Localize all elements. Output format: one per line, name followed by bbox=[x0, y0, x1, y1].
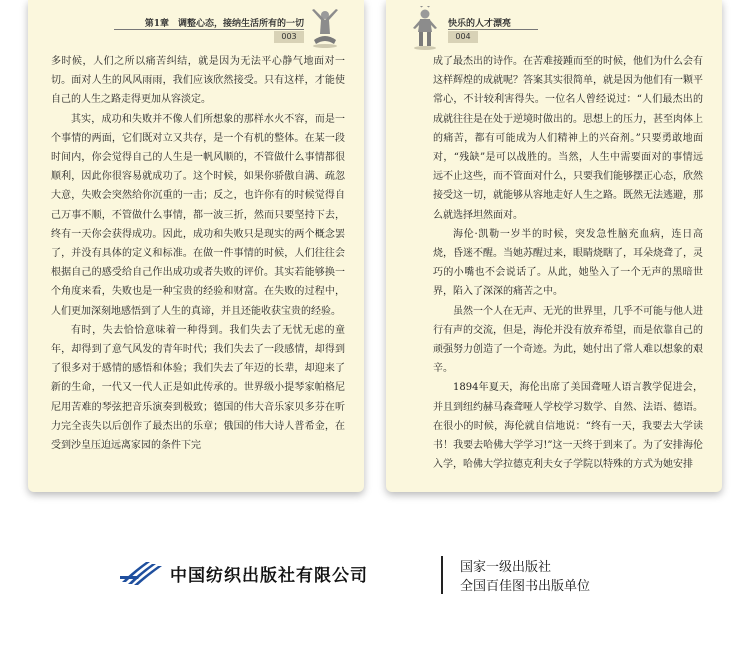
footer-divider bbox=[441, 556, 443, 594]
publisher-tagline-2: 全国百佳图书出版单位 bbox=[460, 579, 591, 594]
paragraph: 虽然一个人在无声、无光的世界里，几乎不可能与他人进行有声的交流，但是，海伦并没有放弃希望，而是依靠自己的顽强努力创造了一个奇迹。为此，她付出了常人难以想象的艰辛。 bbox=[433, 305, 703, 375]
paragraph: 其实，成功和失败并不像人们所想象的那样水火不容，而是一个事情的两面，它们既对立又共存，是一个有机的整体。在某一段时间内，你会觉得自己的人生是一帆风顺的，不管做什么事情都很顺利，因此你很容易就成功了。这个时候，如果你骄傲自满、疏忽大意，失败会突然给你沉重的一击；反之，也许你有的时候觉得自己万事不顺，不管做什么事情，都一波三折，然而只要坚持下去，终有一天你会获得成功。因此，成功和失败只是现实的两个概念罢了，并没有具体的定义和标准。在做一件事情的时候，人们往往会根据自己的感受给自己作出成功或者失败的评价。其实若能够换一个角度来看，失败也是一种宝贵的经验和财富。在失败的过程中，人们更加深刻地感悟到了人生的真谛，并且还能收获宝贵的经验。 bbox=[51, 113, 345, 317]
right-header-rule bbox=[448, 29, 538, 30]
left-body-text bbox=[51, 52, 345, 455]
paragraph: 1894年夏天，海伦出席了美国聋哑人语言教学促进会，并且到纽约赫马森聋哑人学校学习数学、自然、法语、德语。在很小的时候，海伦就自信地说：“终有一天，我要去大学读书！我要去哈佛大学学习!”这一天终于到来了。为了安排海伦入学，哈佛大学拉德克利夫女子学院以特殊的方式为她安排 bbox=[433, 382, 703, 471]
paragraph: 成了最杰出的诗作。在苦难接踵而至的时候，他们为什么会有这样辉煌的成就呢？答案其实很简单，就是因为他们有一颗平常心，不计较利害得失。一位名人曾经说过：“人们最杰出的成就往往是在处于逆境时做出的。思想上的压力，甚至肉体上的痛苦，都有可能成为人们精神上的兴奋剂。”只要勇敢地面对，“残缺”是可以战胜的。当然，人生中需要面对的事情远远不止这些，而不管面对什么，只要我们能够摆正心态，欣然接受这一切，就能够从容地走好人生之路。既然无法逃避，那么就选择坦然面对。 bbox=[433, 56, 703, 221]
paragraph: 多时候，人们之所以痛苦纠结，就是因为无法平心静气地面对一切。面对人生的风风雨雨，我们应该欣然接受。只有这样，才能使自己的人生之路走得更加从容淡定。 bbox=[51, 56, 345, 106]
left-page bbox=[28, 0, 364, 492]
left-page-header bbox=[46, 6, 346, 46]
right-page-header bbox=[404, 6, 704, 46]
right-page-number: 004 bbox=[448, 31, 478, 43]
publisher-tagline-1: 国家一级出版社 bbox=[460, 560, 552, 575]
left-chapter-title: 第1章 调整心态，接纳生活所有的一切 bbox=[144, 19, 304, 29]
publisher-logo-icon bbox=[120, 558, 162, 586]
publisher-footer bbox=[0, 552, 750, 602]
left-page-number: 003 bbox=[274, 31, 304, 43]
left-header-rule bbox=[114, 29, 304, 30]
standing-figure-icon bbox=[408, 6, 442, 50]
right-chapter-title: 快乐的人才漂亮 bbox=[448, 19, 512, 29]
right-body-text bbox=[433, 52, 703, 474]
meditating-figure-icon bbox=[308, 6, 342, 50]
paragraph: 有时，失去恰恰意味着一种得到。我们失去了无忧无虑的童年，却得到了意气风发的青年时代；我们失去了一段感情，却得到了很多对于感情的感悟和体验；我们失去了年迈的长辈，却迎来了新的生命，一代又一代人正是如此传承的。世界级小提琴家帕格尼尼用苦难的琴弦把音乐演奏到极致；德国的伟大音乐家贝多芬在听力完全丧失以后创作了最杰出的乐章；俄国的伟大诗人普希金，在受到沙皇压迫远离家园的条件下完 bbox=[51, 324, 345, 452]
right-page bbox=[386, 0, 722, 492]
publisher-name: 中国纺织出版社有限公司 bbox=[170, 566, 368, 586]
paragraph: 海伦·凯勒一岁半的时候，突发急性脑充血病，连日高烧，昏迷不醒。当她苏醒过来，眼睛烧瞎了，耳朵烧聋了，灵巧的小嘴也不会说话了。从此，她坠入了一个无声的黑暗世界，陷入了深深的痛苦之中。 bbox=[433, 228, 703, 298]
